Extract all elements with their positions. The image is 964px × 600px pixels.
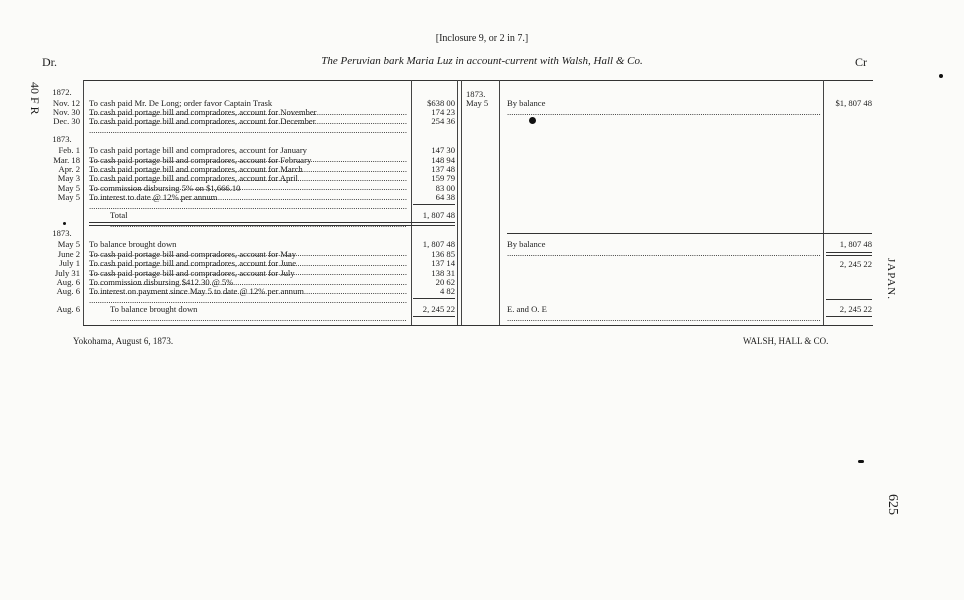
entry-amount: 138 31 [431, 268, 455, 278]
entry-amount: 137 14 [431, 258, 455, 268]
entry-amount: 1, 807 48 [839, 239, 872, 249]
entry-date: June 2 [57, 249, 80, 259]
entry-date: May 5 [466, 98, 489, 108]
entry-amount: 2, 245 22 [422, 304, 455, 314]
entry-amount: 159 79 [431, 173, 455, 183]
entry-amount: 2, 245 22 [839, 304, 872, 314]
entry-amount: 174 23 [431, 107, 455, 117]
entry-date: July 31 [54, 268, 80, 278]
place-and-date: Yokohama, August 6, 1873. [73, 336, 174, 346]
account-title: The Peruvian bark Maria Luz in account-current with Walsh, Hall & Co. [321, 55, 643, 67]
entry-date: Aug. 6 [56, 304, 80, 314]
entry-amount: 147 30 [431, 145, 455, 155]
credit-double-rule [826, 255, 872, 256]
entry-date: Nov. 30 [52, 107, 80, 117]
entry-description: To commission disbursing $412.30 @ 5% ..... [89, 278, 407, 296]
year-heading: 1873. [52, 228, 72, 238]
page-number: 625 [885, 494, 900, 515]
debit-label: Dr. [42, 55, 57, 69]
ink-spot [529, 117, 536, 124]
signature: WALSH, HALL & CO. [743, 336, 829, 346]
entry-date: Nov. 12 [52, 98, 80, 108]
debit-end-rule [457, 80, 458, 325]
entry-description: To cash paid portage bill and compradores, account for June ..... [89, 259, 407, 277]
credit-rule [507, 233, 872, 234]
entry-date: May 5 [57, 183, 80, 193]
running-head-japan: JAPAN. [885, 258, 897, 300]
entry-date: July 1 [59, 258, 80, 268]
ledger-center-rule [461, 80, 462, 325]
ledger-top-rule [83, 80, 873, 81]
entry-date: Dec. 30 [53, 116, 80, 126]
entry-amount: $1, 807 48 [835, 98, 872, 108]
ink-spot [939, 74, 943, 78]
year-heading: 1873. [52, 134, 72, 144]
credit-rule [826, 316, 872, 317]
sum-rule [413, 204, 455, 205]
entry-date: Aug. 6 [56, 286, 80, 296]
total-label: Total ..... [110, 211, 407, 229]
entry-amount: 137 48 [431, 164, 455, 174]
total-amount: 1, 807 48 [422, 210, 455, 220]
total-double-rule [89, 225, 455, 226]
date-column-rule [83, 80, 84, 325]
entry-description: To cash paid portage bill and compradores, account for December ..... [89, 117, 407, 135]
entry-description: To cash paid portage bill and compradores, account for April ..... [89, 174, 407, 192]
entry-description: To cash paid portage bill and compradores, account for January ..... [89, 146, 407, 164]
entry-date: Aug. 6 [56, 277, 80, 287]
credit-amount-rule [823, 80, 824, 325]
entry-description: To balance brought down ..... [110, 305, 407, 323]
entry-description: To balance brought down ..... [89, 240, 407, 258]
entry-amount: 83 00 [435, 183, 455, 193]
entry-amount: $638 00 [427, 98, 455, 108]
credit-date-rule [499, 80, 500, 325]
ink-spot [858, 460, 864, 463]
entry-description: By balance ..... [507, 240, 821, 258]
ink-spot [63, 222, 66, 225]
entry-date: Mar. 18 [53, 155, 80, 165]
entry-description: To cash paid portage bill and compradores, account for March ..... [89, 165, 407, 183]
entry-description: To interest to date @ 12% per annum ..... [89, 193, 407, 211]
entry-amount: 64 38 [435, 192, 455, 202]
entry-date: May 3 [57, 173, 80, 183]
entry-amount: 136 85 [431, 249, 455, 259]
entry-amount: 2, 245 22 [839, 259, 872, 269]
entry-amount: 148 94 [431, 155, 455, 165]
entry-amount: 4 82 [439, 286, 455, 296]
entry-date: Apr. 2 [58, 164, 80, 174]
entry-description: E. and O. E ..... [507, 305, 821, 323]
entry-amount: 254 36 [431, 116, 455, 126]
entry-date: May 5 [57, 239, 80, 249]
inclosure-note: [Inclosure 9, or 2 in 7.] [435, 33, 529, 44]
entry-description: To cash paid portage bill and compradores, account for February ..... [89, 156, 407, 174]
balance-rule [413, 316, 455, 317]
entry-description: To interest on payment since May 5 to date @ 12% per annum ..... [89, 287, 407, 305]
credit-double-rule [826, 252, 872, 253]
debit-amount-rule [411, 80, 412, 325]
year-heading: 1872. [52, 87, 72, 97]
entry-date: May 5 [57, 192, 80, 202]
entry-amount: 1, 807 48 [422, 239, 455, 249]
credit-rule [826, 299, 872, 300]
entry-description: To cash paid portage bill and compradores, account for July ..... [89, 269, 407, 287]
margin-signature-mark: 40 F R [28, 82, 42, 115]
ledger-bottom-rule [83, 325, 873, 326]
entry-description: To cash paid portage bill and compradores, account for May ..... [89, 250, 407, 268]
entry-amount: 20 62 [435, 277, 455, 287]
entry-description: To commission disbursing 5% on $1,666.10 ..... [89, 184, 407, 202]
entry-description: To cash paid portage bill and compradores, account for November ..... [89, 108, 407, 126]
year-heading: 1873. [466, 89, 486, 99]
credit-label: Cr [855, 55, 867, 69]
total-double-rule [89, 222, 455, 223]
entry-date: Feb. 1 [58, 145, 80, 155]
entry-description: By balance ..... [507, 99, 821, 117]
sum-rule [413, 298, 455, 299]
entry-description: To cash paid Mr. De Long; order favor Captain Trask ..... [89, 99, 407, 117]
